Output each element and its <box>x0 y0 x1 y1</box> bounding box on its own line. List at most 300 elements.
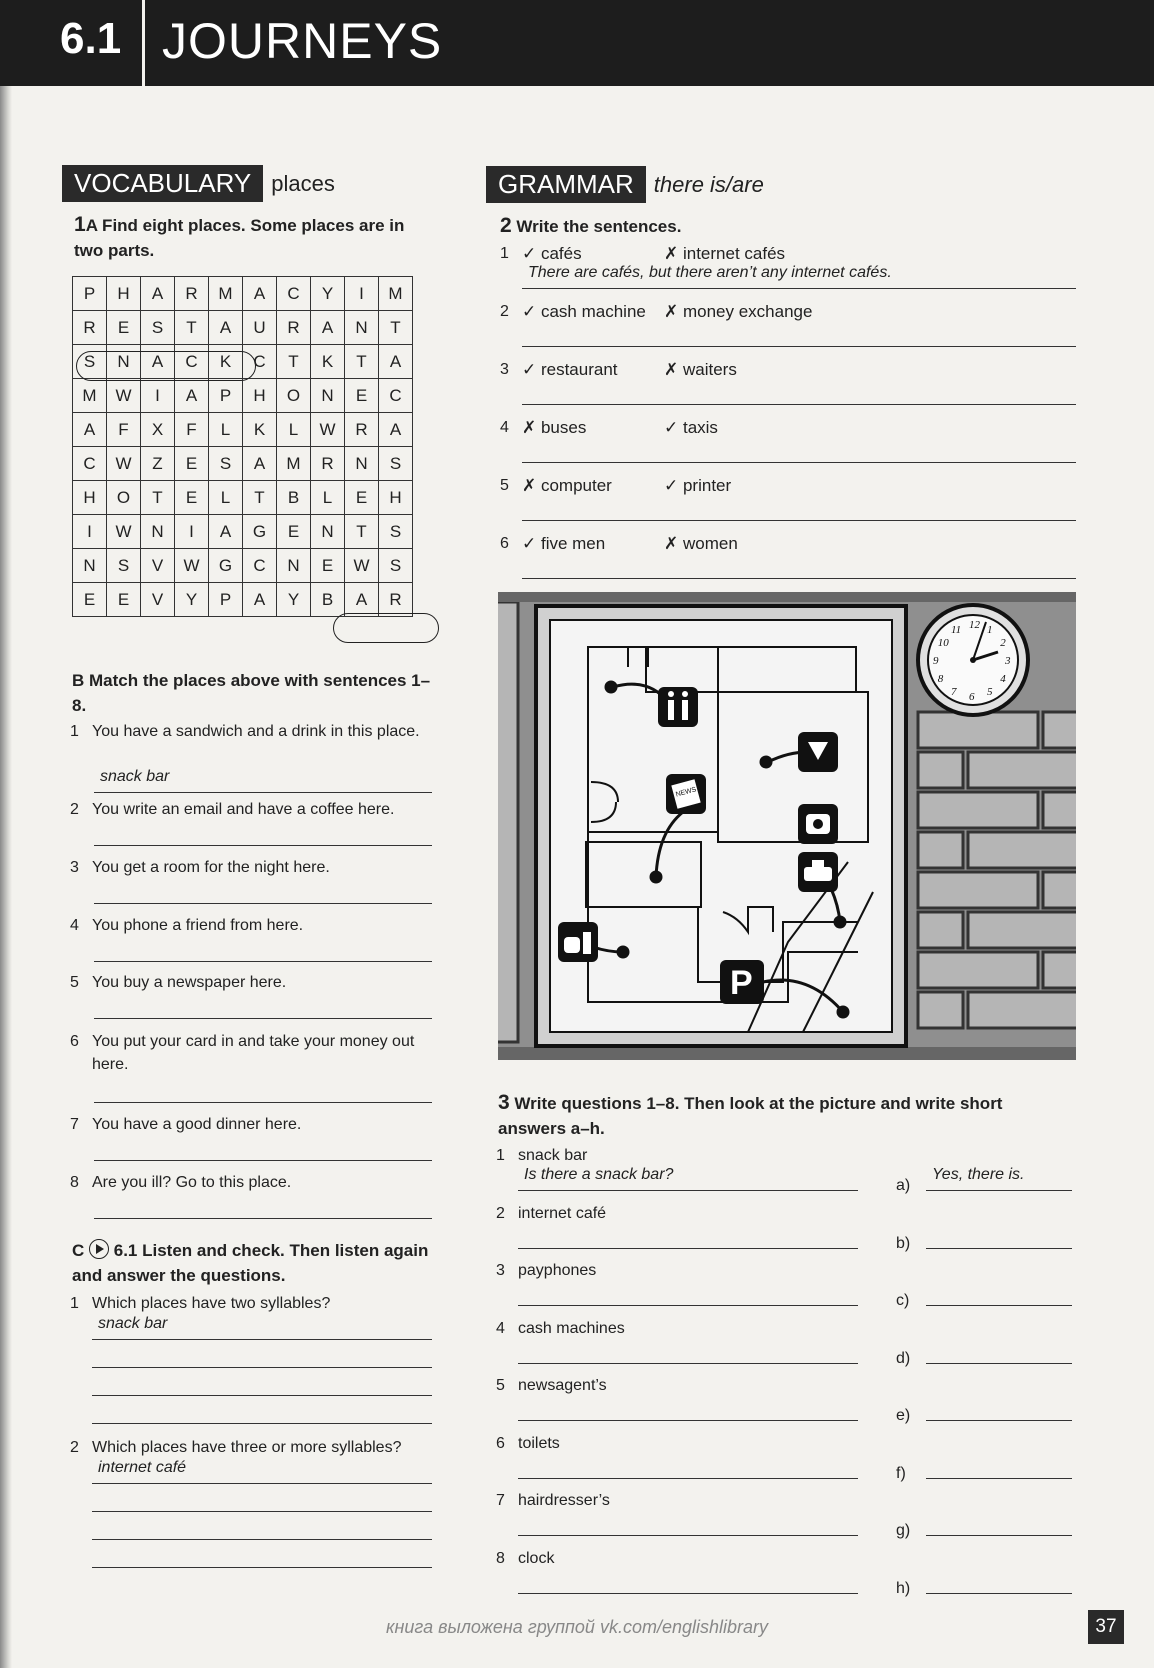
ex3-question-line[interactable] <box>518 1224 858 1249</box>
grid-cell[interactable]: O <box>107 481 141 515</box>
grid-cell[interactable]: A <box>209 515 243 549</box>
newsagent-icon <box>666 774 706 814</box>
ex3-answer-letter: e) <box>896 1407 911 1424</box>
grid-cell[interactable]: N <box>73 549 107 583</box>
ex3-short-answer-text <box>926 1339 932 1356</box>
grid-cell[interactable]: G <box>209 549 243 583</box>
grid-cell[interactable]: W <box>107 447 141 481</box>
header-divider <box>142 0 145 86</box>
brick-wall <box>498 592 1076 1060</box>
ex1c-q2-answer-2[interactable] <box>92 1487 432 1512</box>
grammar-sub: there is/are <box>653 171 764 197</box>
grid-cell[interactable]: E <box>277 515 311 549</box>
ex3-item <box>496 1259 596 1282</box>
ex3-item-text: newsagent’s <box>518 1377 607 1394</box>
ex1b-item <box>70 1171 430 1194</box>
ex1b-answer-line[interactable] <box>94 768 432 793</box>
grid-cell[interactable]: H <box>107 277 141 311</box>
grid-cell[interactable]: A <box>175 379 209 413</box>
grid-cell[interactable]: A <box>243 583 277 617</box>
ex1b-answer-line[interactable] <box>94 937 432 962</box>
grammar-section-label <box>486 166 764 203</box>
grid-cell[interactable]: C <box>175 345 209 379</box>
ex2-answer-line[interactable] <box>522 438 1076 463</box>
grid-row <box>73 549 413 583</box>
ex1b-item-number: 7 <box>70 1116 79 1133</box>
ex1b-item <box>70 720 430 743</box>
grid-cell[interactable]: N <box>345 311 379 345</box>
page-spine-shadow <box>0 0 12 1668</box>
ex1c-track: 6.1 <box>113 1241 138 1260</box>
ex3-item <box>496 1144 587 1167</box>
grid-row <box>73 583 413 617</box>
grid-cell[interactable]: S <box>73 345 107 379</box>
grid-cell[interactable]: B <box>277 481 311 515</box>
ex3-short-answer-line[interactable] <box>926 1166 1072 1191</box>
grid-cell[interactable]: S <box>379 515 413 549</box>
clock-number: 11 <box>951 623 962 636</box>
ex2-item-second: ✗ internet cafés <box>664 244 786 263</box>
grid-cell[interactable]: C <box>243 549 277 583</box>
ex2-item-number: 5 <box>500 477 509 494</box>
ex1c-q2-text: Which places have three or more syllables? <box>92 1439 402 1456</box>
grid-cell[interactable]: X <box>141 413 175 447</box>
ex2-answer-line[interactable] <box>522 496 1076 521</box>
ex1b-item <box>70 798 430 821</box>
ex3-short-answer-line[interactable] <box>926 1224 1072 1249</box>
audio-play-icon[interactable] <box>89 1239 109 1259</box>
clock-number: 7 <box>951 686 957 699</box>
ex1c-q1 <box>70 1292 330 1315</box>
ex1c-q2-number: 2 <box>70 1439 79 1456</box>
ex1b-answer-line[interactable] <box>94 1194 432 1219</box>
ex2-item-first: ✓ five men <box>522 534 606 553</box>
ex1b-instruction: B Match the places above with sentences 1–8. <box>72 671 431 715</box>
grid-row <box>73 277 413 311</box>
payphone-icon <box>798 804 838 844</box>
ex3-short-answer-line[interactable] <box>926 1339 1072 1364</box>
grid-cell[interactable]: A <box>311 311 345 345</box>
ex1b-answer-text <box>94 1136 100 1153</box>
ex3-item-number: 8 <box>496 1549 505 1567</box>
grid-cell[interactable]: I <box>345 277 379 311</box>
ex3-answer-letter: c) <box>896 1292 910 1309</box>
grid-cell[interactable]: S <box>141 311 175 345</box>
clock-number: 10 <box>937 637 949 649</box>
ex1b-item-text: You have a sandwich and a drink in this place. <box>92 723 420 740</box>
ex2-item-first: ✓ cash machine <box>522 302 646 321</box>
unit-code: 6.1 <box>60 14 122 63</box>
news-sign-text: NEWS <box>675 786 698 799</box>
ex1c-q2 <box>70 1436 401 1459</box>
ex1a-text: A Find eight places. Some places are in two parts. <box>74 216 405 260</box>
hairdresser-icon <box>798 732 838 772</box>
ex1b-item-text: You get a room for the night here. <box>92 859 330 876</box>
ex3-short-answer-line[interactable] <box>926 1454 1072 1479</box>
ex3-question-text <box>518 1511 524 1528</box>
grid-row <box>73 311 413 345</box>
ex2-answer-line[interactable] <box>522 322 1076 347</box>
ex1c-q1-answer-4[interactable] <box>92 1399 432 1424</box>
grid-cell[interactable]: T <box>345 515 379 549</box>
ex1c-q1-answer-3[interactable] <box>92 1371 432 1396</box>
ex1b-answer-line[interactable] <box>94 1136 432 1161</box>
grid-cell[interactable]: M <box>209 277 243 311</box>
grid-cell[interactable]: H <box>243 379 277 413</box>
grid-cell[interactable]: T <box>243 481 277 515</box>
grid-cell[interactable]: C <box>379 379 413 413</box>
grid-cell[interactable]: E <box>311 549 345 583</box>
ex3-text: Write questions 1–8. Then look at the picture and write short answers a–h. <box>498 1094 1003 1138</box>
ex3-question-line[interactable] <box>518 1454 858 1479</box>
ex3-question-text <box>518 1224 524 1241</box>
ex1c-q2-answer-1[interactable] <box>92 1459 432 1484</box>
ex1c-q2-answer-text: internet café <box>98 1459 187 1476</box>
ex3-item <box>496 1317 625 1340</box>
ex3-question-text <box>518 1281 524 1298</box>
ex1b-answer-text: snack bar <box>100 768 170 785</box>
grid-row <box>73 447 413 481</box>
ex3-short-answer-line[interactable] <box>926 1569 1072 1594</box>
ex1b-answer-line[interactable] <box>94 994 432 1019</box>
grid-cell[interactable]: N <box>277 549 311 583</box>
ex1b-answer-text <box>94 937 100 954</box>
ex3-number: 3 <box>498 1091 510 1114</box>
ex3-item <box>496 1489 610 1512</box>
ex3-short-answer-text <box>926 1569 932 1586</box>
ex2-answer-line[interactable] <box>522 380 1076 405</box>
found-word-circle-snack <box>76 351 256 381</box>
ex2-item-first: ✗ buses <box>522 418 587 437</box>
ex3-item-text: toilets <box>518 1434 560 1452</box>
ex3-short-answer-text <box>926 1224 932 1241</box>
grid-cell[interactable]: S <box>209 447 243 481</box>
grid-row <box>73 481 413 515</box>
snack-bar-icon <box>558 922 598 962</box>
ex2-answer-text: There are cafés, but there aren’t any internet cafés. <box>528 264 892 281</box>
grid-cell[interactable]: A <box>209 311 243 345</box>
ex3-item <box>496 1202 606 1225</box>
footer-note: книга выложена группой vk.com/englishlibrary <box>386 1617 768 1637</box>
grid-cell[interactable]: B <box>311 583 345 617</box>
grid-cell[interactable]: N <box>107 345 141 379</box>
grid-cell[interactable]: L <box>311 481 345 515</box>
ex1c-instruction <box>72 1238 442 1288</box>
grid-cell[interactable]: C <box>277 277 311 311</box>
ex1b-item-number: 3 <box>70 859 79 876</box>
grid-cell[interactable]: A <box>243 277 277 311</box>
grid-cell[interactable]: N <box>345 447 379 481</box>
ex1a-number: 1 <box>74 213 86 236</box>
grid-cell[interactable]: G <box>243 515 277 549</box>
grid-cell[interactable]: I <box>141 379 175 413</box>
ex3-question-line[interactable] <box>518 1166 858 1191</box>
ex1b-answer-text <box>94 821 100 838</box>
ex3-question-text <box>518 1339 524 1356</box>
grid-cell[interactable]: F <box>107 413 141 447</box>
ex2-answer-line[interactable] <box>522 264 1076 289</box>
grid-cell[interactable]: R <box>311 447 345 481</box>
grid-cell[interactable]: N <box>311 379 345 413</box>
ex1c-text: Listen and check. Then listen again and answer the questions. <box>72 1241 429 1285</box>
page-number: 37 <box>1088 1610 1124 1644</box>
grid-cell[interactable]: N <box>311 515 345 549</box>
ex3-answer-letter: g) <box>896 1522 911 1539</box>
ex3-question-line[interactable] <box>518 1396 858 1421</box>
grid-cell[interactable]: V <box>141 583 175 617</box>
ex2-item-second: ✓ taxis <box>664 418 718 437</box>
vocabulary-sub: places <box>271 170 335 196</box>
grid-cell[interactable]: A <box>379 413 413 447</box>
ex1b-item-number: 4 <box>70 917 79 934</box>
grid-row <box>73 515 413 549</box>
ex1b-item-text: You put your card in and take your money out here. <box>92 1033 415 1073</box>
grid-cell[interactable]: H <box>73 481 107 515</box>
ex1b-answer-line[interactable] <box>94 1078 432 1103</box>
ex3-item-text: clock <box>518 1549 555 1567</box>
ex3-item-text: payphones <box>518 1262 597 1279</box>
vocabulary-label: VOCABULARY <box>62 165 263 202</box>
grid-cell[interactable]: R <box>175 277 209 311</box>
ex3-item-text: hairdresser’s <box>518 1492 610 1509</box>
ex1b-item-number: 8 <box>70 1174 79 1191</box>
grid-cell[interactable]: P <box>209 583 243 617</box>
wall-clock <box>918 605 1028 715</box>
grid-cell[interactable]: A <box>243 447 277 481</box>
ex2-item-number: 4 <box>500 419 509 436</box>
grid-cell[interactable]: M <box>73 379 107 413</box>
grid-cell[interactable]: E <box>345 379 379 413</box>
grid-cell[interactable]: M <box>277 447 311 481</box>
ex1c-q1-number: 1 <box>70 1295 79 1312</box>
ex3-question-line[interactable] <box>518 1339 858 1364</box>
ex1b-answer-text <box>94 994 100 1011</box>
clock-number: 2 <box>1000 637 1006 649</box>
grid-cell[interactable]: I <box>73 515 107 549</box>
ex2-answer-line[interactable] <box>522 554 1076 579</box>
ex3-item-number: 1 <box>496 1147 505 1164</box>
clock-number: 4 <box>1000 673 1006 685</box>
grid-cell[interactable]: L <box>277 413 311 447</box>
ex3-answer-letter: d) <box>896 1349 911 1367</box>
ex1b-item-text: You have a good dinner here. <box>92 1116 302 1133</box>
ex2-item-second: ✗ women <box>664 534 738 553</box>
grid-cell[interactable]: C <box>243 345 277 379</box>
ex3-short-answer-line[interactable] <box>926 1396 1072 1421</box>
ex3-question-text <box>518 1569 524 1586</box>
ex1c-letter: C <box>72 1241 85 1260</box>
grid-cell[interactable]: I <box>175 515 209 549</box>
taxi-icon <box>798 852 838 892</box>
grid-cell[interactable]: E <box>73 583 107 617</box>
ex2-instruction <box>500 213 681 239</box>
airport-map-picture <box>498 592 1076 1060</box>
grid-cell[interactable]: T <box>175 311 209 345</box>
ex3-instruction <box>498 1090 1038 1141</box>
ex3-answer-letter: b) <box>896 1234 911 1252</box>
ex1b-item <box>70 1113 430 1136</box>
ex3-short-answer-line[interactable] <box>926 1281 1072 1306</box>
ex3-item <box>496 1432 560 1455</box>
ex2-text: Write the sentences. <box>516 217 682 236</box>
word-search-grid <box>72 276 413 617</box>
grid-cell[interactable]: A <box>73 413 107 447</box>
grid-cell[interactable]: H <box>379 481 413 515</box>
ex1b-answer-text <box>94 1194 100 1211</box>
clock-number: 6 <box>969 691 975 703</box>
ex1b-answer-line[interactable] <box>94 879 432 904</box>
grid-cell[interactable]: W <box>311 413 345 447</box>
grid-cell[interactable]: R <box>345 413 379 447</box>
grid-cell[interactable]: A <box>141 345 175 379</box>
grid-cell[interactable]: L <box>209 481 243 515</box>
ex1c-q1-answer-1[interactable] <box>92 1315 432 1340</box>
grid-row <box>73 413 413 447</box>
grid-cell[interactable]: L <box>209 413 243 447</box>
grid-cell[interactable]: W <box>345 549 379 583</box>
grid-cell[interactable]: P <box>209 379 243 413</box>
clock-number: 5 <box>987 686 993 699</box>
ex2-item-second: ✗ money exchange <box>664 302 813 321</box>
ex1b-answer-text <box>94 1078 100 1095</box>
ex3-question-text <box>518 1396 524 1413</box>
ex2-item-first: ✓ cafés <box>522 244 582 263</box>
ex3-short-answer-line[interactable] <box>926 1511 1072 1536</box>
ex3-answer-letter: h) <box>896 1579 911 1597</box>
ex1b-item <box>70 914 430 937</box>
clock-number: 9 <box>933 655 939 667</box>
grid-cell[interactable]: T <box>141 481 175 515</box>
ex1b-item-number: 6 <box>70 1033 79 1050</box>
ex1b-item-number: 2 <box>70 801 79 818</box>
grid-cell[interactable]: A <box>379 345 413 379</box>
ex3-item <box>496 1547 554 1570</box>
ex2-answer-text <box>522 322 528 339</box>
grid-cell[interactable]: T <box>345 345 379 379</box>
ex1b-item-number: 1 <box>70 723 79 740</box>
ex1b-item-text: Are you ill? Go to this place. <box>92 1174 292 1191</box>
ex2-answer-text <box>522 380 528 397</box>
ex3-item-number: 7 <box>496 1492 505 1509</box>
grid-cell[interactable]: E <box>107 583 141 617</box>
ex2-answer-text <box>522 554 528 571</box>
toilets-icon <box>658 687 698 727</box>
ex1b-item <box>70 971 430 994</box>
ex3-short-answer-text: Yes, there is. <box>932 1166 1025 1183</box>
grid-cell[interactable]: Y <box>175 583 209 617</box>
ex3-answer-letter: a) <box>896 1177 911 1194</box>
ex3-item-number: 2 <box>496 1204 505 1222</box>
ex3-item <box>496 1374 607 1397</box>
ex1b-item <box>70 1030 430 1076</box>
grid-cell[interactable]: K <box>209 345 243 379</box>
ex3-item-text: snack bar <box>518 1147 588 1164</box>
grid-cell[interactable]: P <box>73 277 107 311</box>
grid-cell[interactable]: E <box>345 481 379 515</box>
grid-cell[interactable]: M <box>379 277 413 311</box>
ex3-question-text: Is there a snack bar? <box>524 1166 674 1183</box>
ex1b-item-text: You write an email and have a coffee here. <box>92 801 395 818</box>
unit-header <box>0 0 1154 86</box>
parking-sign-text: P <box>730 964 753 1002</box>
grid-cell[interactable]: R <box>277 311 311 345</box>
grid-cell[interactable]: O <box>277 379 311 413</box>
grid-cell[interactable]: V <box>141 549 175 583</box>
grid-cell[interactable]: R <box>73 311 107 345</box>
ex3-question-line[interactable] <box>518 1511 858 1536</box>
unit-title: JOURNEYS <box>162 13 443 69</box>
ex2-item-number: 3 <box>500 361 509 378</box>
ex3-item-number: 3 <box>496 1262 505 1279</box>
clock-number: 12 <box>969 619 980 631</box>
ex2-item-first: ✓ restaurant <box>522 360 618 379</box>
grid-cell[interactable]: U <box>243 311 277 345</box>
grid-cell[interactable]: W <box>107 379 141 413</box>
ex3-item-number: 4 <box>496 1319 505 1337</box>
grid-cell[interactable]: E <box>175 481 209 515</box>
ex1b-item-number: 5 <box>70 974 79 991</box>
ex1c-q2-answer-3[interactable] <box>92 1515 432 1540</box>
clock-number: 8 <box>937 673 944 685</box>
grid-cell[interactable]: Y <box>311 277 345 311</box>
ex1b-item-text: You buy a newspaper here. <box>92 974 287 991</box>
grid-cell[interactable]: N <box>141 515 175 549</box>
ex1b-item-text: You phone a friend from here. <box>92 917 304 934</box>
grid-cell[interactable]: F <box>175 413 209 447</box>
ex1b-answer-line[interactable] <box>94 821 432 846</box>
found-word-circle-bar <box>333 613 439 643</box>
grid-cell[interactable]: T <box>277 345 311 379</box>
grid-cell[interactable]: S <box>379 447 413 481</box>
ex1c-q1-answer-text: snack bar <box>98 1315 168 1332</box>
grid-cell[interactable]: T <box>379 311 413 345</box>
ex3-short-answer-text <box>926 1281 932 1298</box>
grid-cell[interactable]: E <box>175 447 209 481</box>
ex2-item-second: ✓ printer <box>664 476 732 495</box>
grid-cell[interactable]: E <box>107 311 141 345</box>
ex3-question-line[interactable] <box>518 1281 858 1306</box>
clock-number: 3 <box>1005 655 1011 667</box>
grid-cell[interactable]: W <box>175 549 209 583</box>
ex1c-q1-answer-2[interactable] <box>92 1343 432 1368</box>
ex2-item-second: ✗ waiters <box>664 360 737 379</box>
ex1c-q2-answer-4[interactable] <box>92 1543 432 1568</box>
ex3-question-line[interactable] <box>518 1569 858 1594</box>
grid-cell[interactable]: K <box>243 413 277 447</box>
grid-cell[interactable]: C <box>73 447 107 481</box>
ex2-item-number: 6 <box>500 535 509 552</box>
grid-cell[interactable]: Y <box>277 583 311 617</box>
ex1b-answer-text <box>94 879 100 896</box>
grid-cell[interactable]: Z <box>141 447 175 481</box>
grid-cell[interactable]: R <box>379 583 413 617</box>
ex3-item-number: 5 <box>496 1377 505 1394</box>
grid-row <box>73 379 413 413</box>
ex1c-q1-text: Which places have two syllables? <box>92 1295 331 1312</box>
grid-cell[interactable]: A <box>141 277 175 311</box>
grid-cell[interactable]: W <box>107 515 141 549</box>
grid-cell[interactable]: S <box>379 549 413 583</box>
vocabulary-section-label <box>62 165 335 202</box>
grid-cell[interactable]: K <box>311 345 345 379</box>
ex3-question-text <box>518 1454 524 1471</box>
ex2-item-number: 1 <box>500 245 509 262</box>
grid-cell[interactable]: S <box>107 549 141 583</box>
ex1b-item <box>70 856 430 879</box>
parking-icon <box>720 960 764 1004</box>
grid-cell[interactable]: A <box>345 583 379 617</box>
ex3-short-answer-text <box>926 1454 932 1471</box>
